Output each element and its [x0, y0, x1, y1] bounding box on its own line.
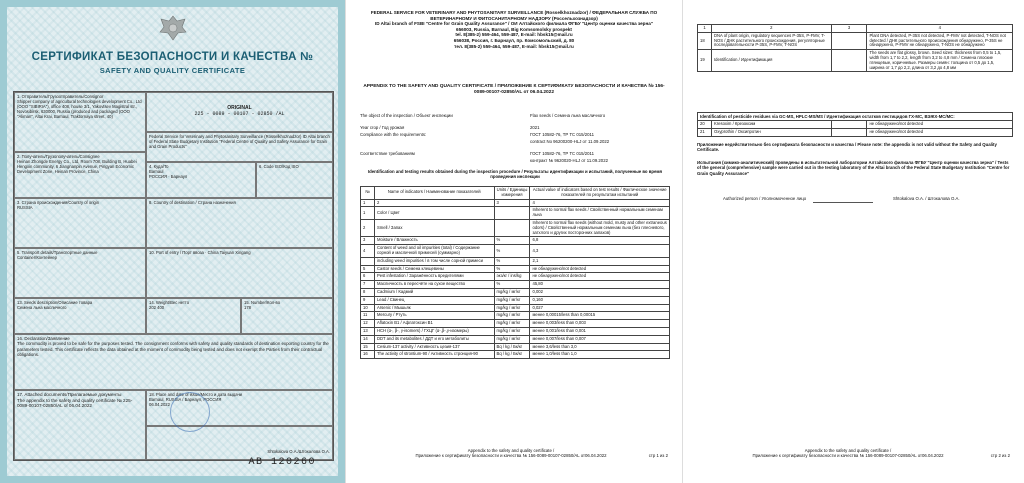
- table-cell: 8: [361, 288, 375, 296]
- table-row: [698, 32, 1013, 49]
- table-cell: HCH (α-, β-, γ-isomers) / ГХЦГ (α-,β-,γ-изомеры): [374, 327, 494, 335]
- table-cell: не обнаружено/not detected: [867, 128, 1013, 136]
- origin-cell: 3. Страна происхождения/Country of origin RUSSIA: [14, 198, 146, 248]
- table-row: [361, 296, 670, 304]
- table-row: [361, 343, 670, 351]
- port-cell: 10. Port of entry / Порт ввоза · China Taiyuan Xingang: [146, 248, 333, 298]
- table-cell: 19: [698, 50, 712, 72]
- table-cell: mg/kg / мг/кг: [494, 304, 530, 312]
- table-row: [361, 312, 670, 320]
- table-row: [361, 245, 670, 258]
- appendix-footer: Appendix to the safety and quality certificate / Приложение к сертификату безопасности и качества № 156-0089-00107-02850/AL от06.04.2022: [752, 448, 944, 459]
- table-cell: [831, 50, 867, 72]
- table-cell: Castor seeds / Семена клещевины: [374, 265, 494, 273]
- table-cell: 13: [361, 327, 375, 335]
- official-stamp: [170, 392, 210, 432]
- table-cell: Moisture / Влажность: [374, 237, 494, 245]
- table-cell: mg/kg / мг/кг: [494, 335, 530, 343]
- table-cell: Kresoxim / Крезоксим: [711, 121, 831, 129]
- table-cell: mg/kg / мг/кг: [494, 327, 530, 335]
- table-row: [361, 207, 670, 220]
- code-cell: 6. Code ISO/Код ISO: [256, 162, 333, 198]
- table-cell: Cesium-137 activity / Активность цезия-137: [374, 343, 494, 351]
- table-cell: 14: [361, 335, 375, 343]
- table-cell: 0,027: [530, 304, 670, 312]
- table-cell: %: [494, 281, 530, 289]
- table-cell: %: [494, 265, 530, 273]
- table-cell: 6: [361, 273, 375, 281]
- table-cell: Inherent to normal flax seeds (without mold, musty and other extraneous odors) / Свойственный нормальным семенам льна (без плесневого, затхлого и других посторонних запахов): [530, 219, 670, 236]
- seeds-description-cell: 13. Seeds description/Описание товара Семена льна масличного: [14, 298, 146, 334]
- table-cell: [361, 257, 375, 265]
- place-date-cell: 18. Place and date of issue/Место и дата выдачи Barnaul, RUSSIA / Барнаул, РОССИЯ 06.04.2022: [146, 390, 333, 426]
- table-cell: mg/kg / мг/кг: [494, 312, 530, 320]
- table-cell: 11: [361, 312, 375, 320]
- table-cell: Aflatoxin B1 / Афлатоксин B1: [374, 320, 494, 328]
- table-cell: менее 0,007/less than 0,007: [530, 335, 670, 343]
- table-cell: менее 1,0/less than 1,0: [530, 351, 670, 359]
- table-cell: 1: [361, 207, 375, 220]
- table-cell: не обнаружено/not detected: [867, 121, 1013, 129]
- results-table: [360, 186, 670, 359]
- table-row: [361, 265, 670, 273]
- table-header-row: [361, 187, 670, 200]
- table-cell: 16: [361, 351, 375, 359]
- table-cell: %: [494, 237, 530, 245]
- table-cell: Content of weed and oil impurities (total) / Содержание сорной и масличной примесей (суммарно): [374, 245, 494, 258]
- table-cell: не обнаружено/not detected: [530, 273, 670, 281]
- results-title: Identification and testing results obtained during the inspection procedure / Результаты идентификации и испытаний, полученные во время проведения инспекции: [367, 169, 663, 180]
- table-row: [361, 281, 670, 289]
- attached-documents-cell: 17. Attached documents/Прилагаемые документы The appendix to the safety and quality certificate № 225-0089-00107-02850/AL of 06.04.2022: [14, 390, 146, 460]
- consignee-cell: 2. Получатель/Грузополучатель/Consignee Heinan Zhongde Energy Co., Ltd, Room 708, Building B, Huabei Hengxin community, 6 Jiangnanpin Avenue, Pingyan Economic Development Zone, Heinan Province, China: [14, 152, 146, 198]
- table-cell: Cadmium / Кадмий: [374, 288, 494, 296]
- table-cell: 45,80: [530, 281, 670, 289]
- table-cell: 4: [361, 245, 375, 258]
- table-row: [361, 335, 670, 343]
- table-cell: DDT and its metabolites / ДДТ и его метаболиты: [374, 335, 494, 343]
- original-cell: [146, 92, 333, 132]
- table-cell: [831, 128, 867, 136]
- table-row: [361, 288, 670, 296]
- page-number: стр 2 из 2: [990, 453, 1010, 458]
- table-cell: 2: [374, 199, 494, 207]
- table-cell: 20: [698, 121, 712, 129]
- table-cell: менее 0,00015/less than 0,00015: [530, 312, 670, 320]
- table-cell: The activity of strontium-90 / Активность стронция-90: [374, 351, 494, 359]
- table-cell: Identification / Идентификация: [711, 50, 831, 72]
- table-cell: менее 0,003/less than 0,003: [530, 320, 670, 328]
- table-cell: Name of indicators / Наименование показателей: [374, 187, 494, 200]
- table-cell: 9: [361, 296, 375, 304]
- table-cell: №: [361, 187, 375, 200]
- certificate-title: СЕРТИФИКАТ БЕЗОПАСНОСТИ И КАЧЕСТВА №: [31, 51, 314, 63]
- table-cell: The seeds are flat glossy, brown. Seed sizes: thickness from 0,5 to 1,5, width from 1,7 to 2,2, length from 3,2 to 4,8 mm / Семена плоские глянцевые, коричневые. Размеры семян: толщина от 0,5 до 1,5, ширина от 1,7 до 2,2, длина от 3,2 до 4,8 мм: [867, 50, 1013, 72]
- results-table-continued: [697, 24, 1013, 72]
- table-row: [361, 320, 670, 328]
- table-cell: %: [494, 257, 530, 265]
- table-cell: 3: [361, 237, 375, 245]
- table-cell: менее 3,6/less than 3,0: [530, 343, 670, 351]
- table-cell: Oxyprothin / Оксипротин: [711, 128, 831, 136]
- serial-number: АВ 120260: [248, 457, 316, 468]
- certificate-form-grid: [13, 91, 334, 461]
- table-cell: 21: [698, 128, 712, 136]
- coat-of-arms-emblem: [157, 13, 189, 43]
- weight-cell: 14. Weight/Вес нетто 202 400: [146, 298, 241, 334]
- signer-role: Authorized person / Уполномоченное лицо: [723, 196, 807, 201]
- table-row: [361, 219, 670, 236]
- table-cell: %: [494, 245, 530, 258]
- table-row: [361, 351, 670, 359]
- signer-name: Shtokalova O.A./Штокалова О.А.: [267, 449, 330, 454]
- table-header-row: [698, 25, 1013, 33]
- original-label: ORIGINAL: [227, 105, 252, 111]
- table-cell: 4: [867, 25, 1013, 33]
- validity-note: Приложение недействительно без сертификата безопасности и качества / Please note: the appendix is not valid without the Safety and Quality Certificate.: [697, 142, 997, 153]
- table-row: [361, 304, 670, 312]
- table-cell: Smell / Запах: [374, 219, 494, 236]
- pesticide-table: [697, 120, 1013, 137]
- table-cell: DNA of plant origin, regulatory sequences P-35S, P-FMV, T-NOS / ДНК растительного происхождения, регуляторные последовательности P-35S, P-FMV, T-NOS: [711, 32, 831, 49]
- country-destination-cell: 8. Country of destination / Страна назначения: [146, 198, 333, 248]
- appendix-page-2: [682, 0, 1024, 483]
- table-cell: [831, 32, 867, 49]
- table-row: [361, 273, 670, 281]
- table-cell: экз/кг / ins/kg: [494, 273, 530, 281]
- table-cell: Units / Единицы измерения: [494, 187, 530, 200]
- destination-cell: 4. Куда/To Barnaul РОССИЯ · Барнаул: [146, 162, 256, 198]
- table-cell: mg/kg / мг/кг: [494, 296, 530, 304]
- table-row: [361, 237, 670, 245]
- table-cell: Actual value of indicators based on test results / Фактическое значение показателей по результатам испытаний: [530, 187, 670, 200]
- table-cell: 6,8: [530, 237, 670, 245]
- appendix-footer: Appendix to the safety and quality certificate / Приложение к сертификату безопасности и качества № 156-0089-00107-02850/AL от06.04.2022: [415, 448, 607, 459]
- table-cell: Inherent to normal flax seeds / Свойственный нормальным семенам льна: [530, 207, 670, 220]
- table-cell: [494, 207, 530, 220]
- table-cell: менее 0,001/less than 0,001: [530, 327, 670, 335]
- table-cell: mg/kg / мг/кг: [494, 288, 530, 296]
- signature-line: [813, 202, 873, 203]
- appendix-header: FEDERAL SERVICE FOR VETERINARY AND PHYTOSANITARY SURVEILLANCE (Rosselkhoznadzor) / ФЕДЕРАЛЬНАЯ СЛУЖБА ПО ВЕТЕРИНАРНОМУ И ФИТОСАНИТАРНОМУ НАДЗОРУ (Россельхознадзор) ID Altai branch of FSBI "Centre for Grain Quality Assurance" / ОИ Алтайского филиала ФГБУ "Центр оценки качества зерна" 656003, Russia, Barnaul, Big Komsomolsky prospekt tel. 8(385-2) 559-464, 559-487, E-mail: hbsk15@mail.ru 656038, Россия, г. Барнаул, пр. Комсомольский, д. 80 тел. 8(385-2) 559-464, 559-487, E-mail: hbsk15@mail.ru: [370, 10, 658, 49]
- table-cell: Plant DNA detected, P-35S not detected, P-FMV not detected, T-NOS not detected / ДНК растительного происхождения обнаружено, P-35S не обнаружено, P-FMV не обнаружено, T-NOS не обнаружено: [867, 32, 1013, 49]
- signer-name: Shtokalova O.A. / Штокалова О.А.: [893, 196, 960, 201]
- appendix-title: APPENDIX TO THE SAFETY AND QUALITY CERTIFICATE / ПРИЛОЖЕНИЕ К СЕРТИФИКАТУ БЕЗОПАСНОСТИ И КАЧЕСТВА № 156-0089-00107-02850/AL от 06.04.2022: [363, 84, 665, 95]
- number-cell: 15. Number/Кол-во 178: [241, 298, 333, 334]
- table-cell: 15: [361, 343, 375, 351]
- table-cell: 1: [361, 199, 375, 207]
- lab-note: Испытания (химико-аналитический) проведены в испытательной лаборатории Алтайского филиала ФГБУ "Центр оценки качества зерна" / Tests of the general (comprehensive) sample were carried out in the testing laboratory of the Altai branch of the Federal State Budgetary Institution "Centre for Grain Quality Assurance": [697, 160, 1010, 176]
- consignor-cell: 1. Отправитель/Грузоотправитель/Consignor Shipper company of agricultural technologies development Co., Ltd (ООО "SIBIRIA"), office 408, house 3/1, Yakovtsev Magistral str., Novosibirsk, 630000, Russia (produced and packaged (ООО "Aliman", Altai Krai, Barnaul, Traktornaya street, 40): [14, 92, 146, 152]
- table-cell: 1: [698, 25, 712, 33]
- transport-cell: 5. Transport details/Транспортные данные Container/Контейнер: [14, 248, 146, 298]
- table-cell: 2: [361, 219, 375, 236]
- page-number: стр 1 из 2: [648, 453, 668, 458]
- table-cell: Bq / kg / Бк/кг: [494, 343, 530, 351]
- table-cell: 5: [361, 265, 375, 273]
- table-row: [361, 199, 670, 207]
- table-cell: 0,002: [530, 288, 670, 296]
- table-cell: 4,3: [530, 245, 670, 258]
- table-cell: не обнаружено/not detected: [530, 265, 670, 273]
- table-cell: Lead / Свинец: [374, 296, 494, 304]
- table-cell: Масличность в пересчёте на сухое вещество: [374, 281, 494, 289]
- safety-quality-certificate: [0, 0, 345, 483]
- table-cell: Arsenic / Мышьяк: [374, 304, 494, 312]
- authority-cell: Federal Service for Veterinary and Phytosanitary Surveillance (Rosselkhoznadzor) ID Altai branch of Federal State Budgetary Institution "Federal Centre of Quality and Safety Assurance for Grain and Grain Products": [146, 132, 333, 162]
- table-cell: including weed impurities / в том числе сорной примеси: [374, 257, 494, 265]
- table-cell: 3: [494, 199, 530, 207]
- table-cell: Mercury / Ртуть: [374, 312, 494, 320]
- table-row: [698, 50, 1013, 72]
- table-cell: mg/kg / мг/кг: [494, 320, 530, 328]
- table-cell: 7: [361, 281, 375, 289]
- signature-cell: [146, 426, 333, 460]
- table-cell: [831, 121, 867, 129]
- table-row: [361, 327, 670, 335]
- table-cell: Bq / kg / Бк/кг: [494, 351, 530, 359]
- table-cell: 4: [530, 199, 670, 207]
- table-cell: 0,160: [530, 296, 670, 304]
- table-row: [698, 128, 1013, 136]
- appendix-page-1: FEDERAL SERVICE FOR VETERINARY AND PHYTOSANITARY SURVEILLANCE (Rosselkhoznadzor) / ФЕДЕРАЛЬНАЯ СЛУЖБА ПО ВЕТЕРИНАРНОМУ И ФИТОСАНИТАРНОМУ НАДЗОРУ (Россельхознадзор) ID Altai branch of FSBI "Centre for Grain Quality Assurance" / ОИ Алтайского филиала ФГБУ "Центр оценки качества зерна" 656003, Russia, Barnaul, Big Komsomolsky prospekt tel. 8(385-2) 559-464, 559-487, E-mail: hbsk15@mail.ru 656038, Россия, г. Барнаул, пр. Комсомольский, д. 80 тел. 8(385-2) 559-464, 559-487, E-mail: hbsk15@mail.ru APPENDIX TO THE SAFETY AND QUALITY CERTIFICATE / ПРИЛОЖЕНИЕ К СЕРТИФИКАТУ БЕЗОПАСНОСТИ И КАЧЕСТВА № 156-0089-00107-02850/AL от 06.04.2022 The object of the inspection / Объект инспекции Flax seeds / Семена льна масличного Year crop / Год урожая 2021 Compliance with the requirements: ГОСТ 10582-76, ТР ТС 015/2011 contract No 96200200-HLJ от 11.09.2022 Соответствие требованиям ГОСТ 10582-76, ТР ТС 015/2011 контракт № 9620020-HLJ от 11.09.2022 Identification and testing results obtained during the inspection procedure / Результаты идентификации и испытаний, полученные во время проведения инспекции № Name of indicators / Наименование показателей Units / Единицы измерения Actual value of indicators based on test results / Фактическое значение показателей по результатам испытаний 1 2 3 4 1 Color / Цвет Inherent to normal flax seeds / Свойственный нормальным семенам льна 2 Smell / Запах Inherent to normal flax seeds (without mold, musty and other extraneous odors) / Свойственный нормальным семенам льна (без плесневого, затхлого и других посторонних запахов) 3 Moisture / Влажность % 6,8 4 Content of weed and oil impurities (total) / Содержание сорной и масличной примесей (суммарно) % 4,3 including weed impurities / в том числе сорной примеси % 2,1 5 Castor seeds / Семена клещевины % не обнаружено/not detected 6 Pest infestation / Заражённость вредителями экз/кг / ins/kg не обнаружено/not detected 7 Масличность в пересчёте на сухое вещество % 45,80 8 Cadmium / Кадмий mg/kg / мг/кг 0,002 9 Lead / Свинец mg/kg / мг/кг 0,160 10 Arsenic / Мышьяк mg/kg / мг/кг 0,027 11 Mercury / Ртуть mg/kg / мг/кг менее 0,00015/less than 0,00015 12 Aflatoxin B1 / Афлатоксин B1 mg/kg / мг/кг менее 0,003/less than 0,003 13 HCH (α-, β-, γ-isomers) / ГХЦГ (α-,β-,γ-изомеры) mg/kg / мг/кг менее 0,001/less than 0,001 14 DDT and its metabolites / ДДТ и его метаболиты mg/kg / мг/кг менее 0,007/less than 0,007 15 Cesium-137 activity / Активность цезия-137 Bq / kg / Бк/кг менее 3,6/less than 3,0 16 The activity of strontium-90 / Активность стронция-90 Bq / kg / Бк/кг менее 1,0/less than 1,0 Appendix to the safety and quality certificate / Приложение к сертификату безопасности и качества № 156-0089-00107-02850/AL от06.04.2022 стр 1 из 2: [345, 0, 682, 483]
- table-cell: 3: [831, 25, 867, 33]
- table-row: [361, 257, 670, 265]
- table-cell: Pest infestation / Заражённость вредителями: [374, 273, 494, 281]
- table-cell: 2: [711, 25, 831, 33]
- table-cell: 18: [698, 32, 712, 49]
- table-cell: [494, 219, 530, 236]
- pesticide-title: Identification of pesticide residues via GC-MS, HPLC-MS/MS / Идентификация остатков пестицидов ГХ-МС, ВЭЖХ-МС/МС:: [697, 112, 1013, 121]
- table-cell: 12: [361, 320, 375, 328]
- table-cell: 2,1: [530, 257, 670, 265]
- table-cell: 10: [361, 304, 375, 312]
- certificate-subtitle: SAFETY AND QUALITY CERTIFICATE: [99, 66, 246, 75]
- certificate-number: 225 - 0089 - 00107 - 02850 /AL: [194, 111, 285, 117]
- declaration-cell: 16. Declaration/Заявление The commodity is proved to be safe for the purposes tested. The consignment conforms with safety and quality standards of destination exporting country for the parameters tested. This certificate reflects the data obtained at the moment of commodity being tested and does not exempt the Parties from their contractual obligations.: [14, 334, 333, 390]
- table-row: [698, 121, 1013, 129]
- table-cell: Color / Цвет: [374, 207, 494, 220]
